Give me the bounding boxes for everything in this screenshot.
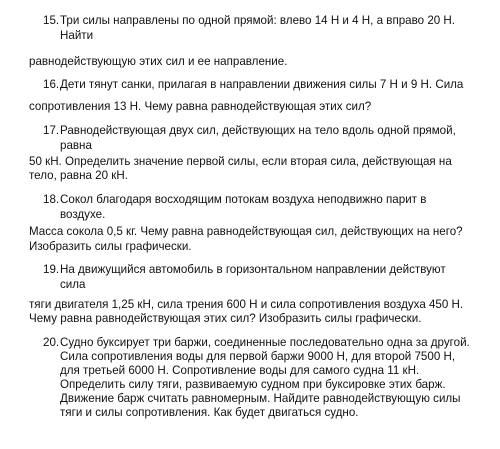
problem-16-number: 16. <box>43 78 60 91</box>
problem-20-line-6: тяги и силы сопротивления. Как будет двигаться судно. <box>60 406 359 419</box>
problem-18-line-2: воздухе. <box>60 208 106 221</box>
problem-20-line-2: Сила сопротивления воды для первой баржи 9000 Н, для второй 7500 Н, <box>60 350 456 363</box>
problem-18-number: 18. <box>43 193 60 206</box>
problem-18-line-1: Сокол благодаря восходящим потокам воздуха неподвижно парит в <box>60 193 427 206</box>
problem-19-line-4: Чему равна равнодействующая этих сил? Изобразить силы графически. <box>29 312 422 325</box>
problem-19-line-1: На движущийся автомобиль в горизонтальном направлении действуют <box>60 263 446 276</box>
problem-15-number: 15. <box>43 14 60 27</box>
problem-16-line-2: сопротивления 13 Н. Чему равна равнодействующая этих сил? <box>29 100 372 113</box>
problem-20-number: 20. <box>43 336 60 349</box>
problem-15-line-1: Три силы направлены по одной прямой: влево 14 Н и 4 Н, а вправо 20 Н. <box>60 14 456 27</box>
problem-15-line-3: равнодействующую этих сил и ее направление. <box>29 55 288 68</box>
problem-17-line-2: равна <box>60 139 92 152</box>
problem-20-line-1: Судно буксирует три баржи, соединенные последовательно одна за другой. <box>60 336 470 349</box>
problem-18-line-3: Масса сокола 0,5 кг. Чему равна равнодействующая сил, действующих на него? <box>29 225 463 238</box>
problem-17-line-4: тело, равна 20 кН. <box>29 169 128 182</box>
problem-17-line-1: Равнодействующая двух сил, действующих на тело вдоль одной прямой, <box>60 124 456 137</box>
problem-18-line-4: Изобразить силы графически. <box>29 240 192 253</box>
problem-20-line-4: Определить силу тяги, развиваемую судном при буксировке этих барж. <box>60 378 446 391</box>
problem-20-line-5: Движение барж считать равномерным. Найдите равнодействующую силы <box>60 392 461 405</box>
problem-16-line-1: Дети тянут санки, прилагая в направлении движения силы 7 Н и 9 Н. Сила <box>60 78 464 91</box>
problem-19-number: 19. <box>43 263 60 276</box>
problem-19-line-3: тяги двигателя 1,25 кН, сила трения 600 Н и сила сопротивления воздуха 450 Н. <box>29 298 464 311</box>
problem-17-line-3: 50 кН. Определить значение первой силы, если вторая сила, действующая на <box>29 155 452 168</box>
problem-19-line-2: сила <box>60 278 86 291</box>
problem-17-number: 17. <box>43 124 60 137</box>
problem-15-line-2: Найти <box>60 29 94 42</box>
problem-20-line-3: для третьей 6000 Н. Сопротивление воды для самого судна 11 кН. <box>60 364 420 377</box>
